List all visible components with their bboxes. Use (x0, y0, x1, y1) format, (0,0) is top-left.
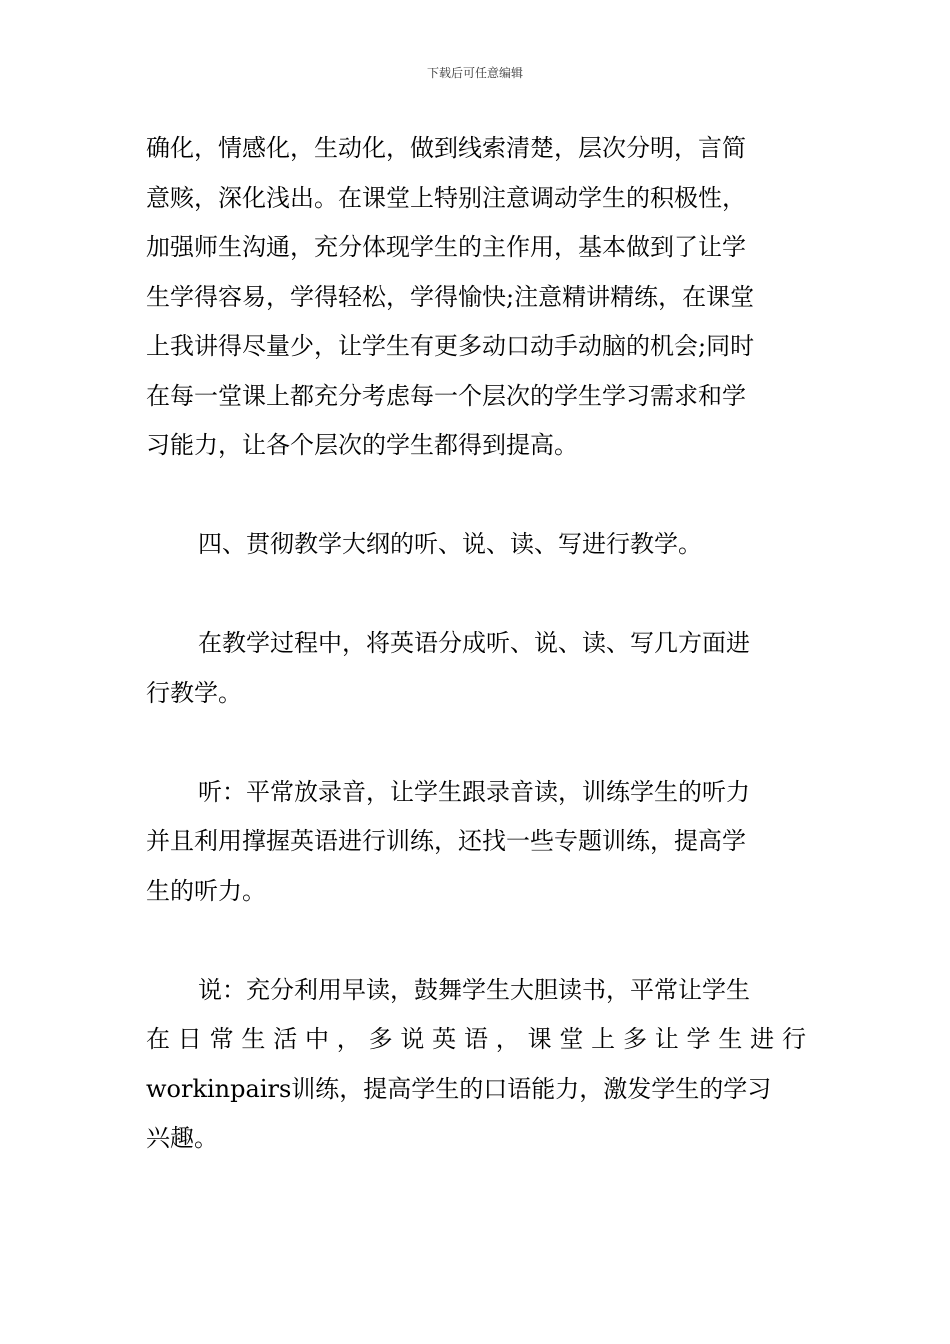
glyph: 日 (177, 1025, 202, 1053)
section-heading-four: 四、贯彻教学大纲的听、说、读、写进行教学。 (198, 530, 702, 558)
text-line: 确化，情感化，生动化，做到线索清楚，层次分明，言简 (146, 134, 746, 162)
glyph: 生 (718, 1025, 743, 1053)
glyph: 课 (527, 1025, 552, 1053)
text-line: 习能力，让各个层次的学生都得到提高。 (146, 431, 578, 459)
glyph: 让 (654, 1025, 679, 1053)
text-line: 生的听力。 (146, 876, 266, 905)
text-line: 听：平常放录音，让学生跟录音读，训练学生的听力 (198, 777, 750, 806)
paragraph-teaching-process (146, 619, 806, 718)
glyph: 语 (463, 1025, 488, 1053)
text-line: 并且利用撑握英语进行训练，还找一些专题训练，提高学 (146, 827, 746, 855)
glyph: 生 (241, 1025, 266, 1053)
paragraph-listening (146, 768, 806, 917)
glyph: 活 (273, 1025, 298, 1053)
glyph: 中 (304, 1025, 329, 1053)
glyph: 说 (400, 1025, 425, 1053)
text-line: 说：充分利用早读，鼓舞学生大胆读书，平常让学生 (198, 975, 750, 1004)
glyph: ， (495, 1025, 520, 1053)
paragraph-teaching-method (146, 124, 806, 471)
glyph: 学 (686, 1025, 711, 1053)
glyph: 堂 (559, 1025, 584, 1053)
glyph: ， (336, 1025, 361, 1053)
text-line-justified (146, 1015, 806, 1065)
page-header: 下载后可任意编辑 (426, 66, 523, 80)
text-line: 意赅，深化浅出。在课堂上特别注意调动学生的积极性， (146, 183, 746, 212)
text-line: 生学得容易，学得轻松，学得愉快;注意精讲精练，在课堂 (146, 282, 755, 311)
paragraph-speaking (146, 966, 806, 1164)
text-line: 上我讲得尽量少，让学生有更多动口动手动脑的机会;同时 (146, 332, 755, 360)
text-line: workinpairs训练，提高学生的口语能力，激发学生的学习 (146, 1074, 772, 1103)
text-line: 在教学过程中，将英语分成听、说、读、写几方面进 (198, 629, 750, 657)
glyph: 在 (146, 1025, 170, 1053)
text-line: 加强师生沟通，充分体现学生的主作用，基本做到了让学 (146, 233, 746, 261)
glyph: 进 (750, 1025, 775, 1053)
text-line: 在每一堂课上都充分考虑每一个层次的学生学习需求和学 (146, 381, 746, 410)
glyph: 常 (209, 1025, 234, 1053)
glyph: 英 (432, 1025, 457, 1053)
glyph: 行 (781, 1025, 806, 1053)
text-line: 兴趣。 (146, 1124, 218, 1152)
glyph: 多 (368, 1025, 393, 1053)
document-body (146, 124, 806, 1164)
glyph: 上 (591, 1025, 616, 1053)
glyph: 多 (622, 1025, 647, 1053)
text-line: 行教学。 (146, 678, 242, 707)
